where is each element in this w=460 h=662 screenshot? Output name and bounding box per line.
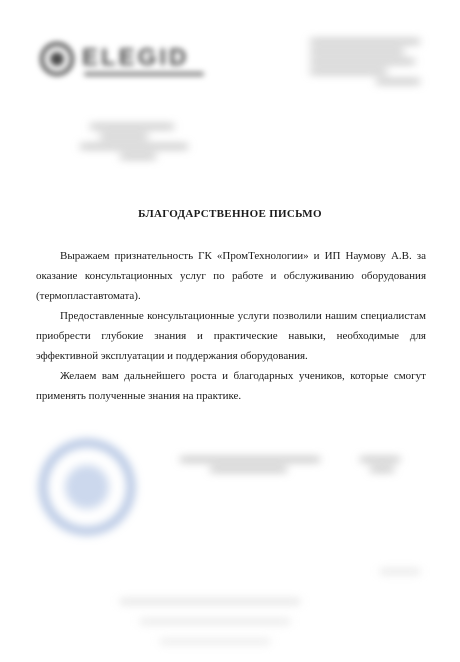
stamp-icon [32,432,142,542]
letter-body [36,246,426,406]
paragraph-2: Предоставленные консультационные услуги позволили нашим специалистам приобрести глубокие знания и практические навыки, необходимые для эффективной эксплуатации и поддержания оборудования. [36,310,426,362]
footer-marks [0,560,460,662]
paragraph-1: Выражаем признательность ГК «ПромТехнологии» и ИП Наумову А.В. за оказание консультационных услуг по работе и обслуживанию оборудования (термопластавтомата). [36,250,426,302]
logo-subline [84,72,204,76]
logo-mark-icon [40,42,74,76]
signature-block [180,458,320,478]
letter-title: БЛАГОДАРСТВЕННОЕ ПИСЬМО [138,208,322,220]
reference-block [80,125,200,165]
signatory-name [360,458,400,478]
letterhead-address [310,40,420,90]
logo-text: ELEGID [82,44,190,71]
company-logo [36,38,226,88]
paragraph-3: Желаем вам дальнейшего роста и благодарных учеников, которые смогут применять полученные знания на практике. [36,370,426,402]
